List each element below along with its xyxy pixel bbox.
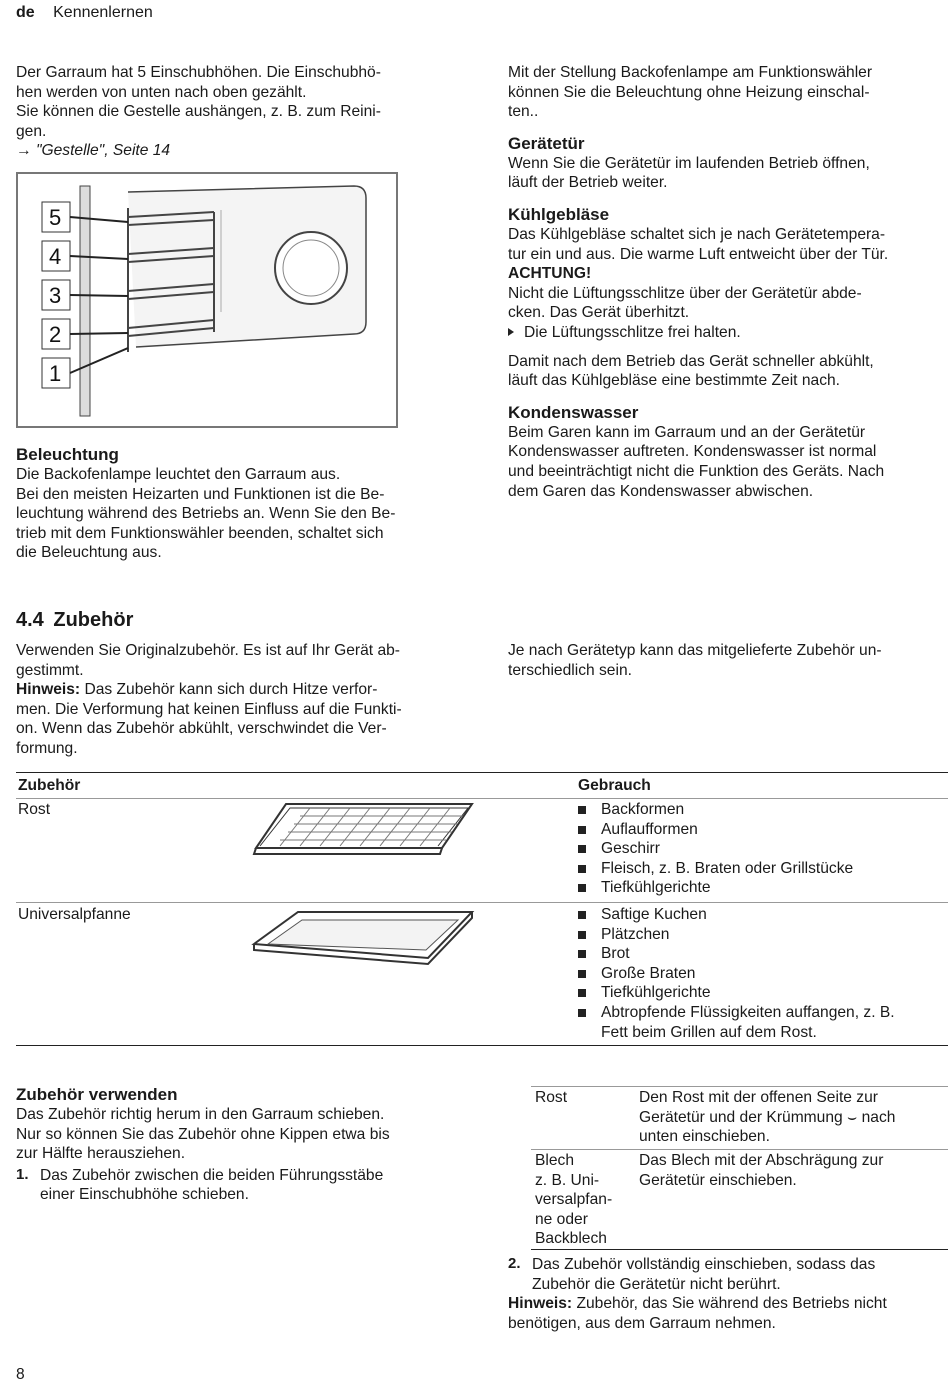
- text-line: läuft das Kühlgebläse eine bestimmte Zeit nach.: [508, 372, 840, 390]
- step-2: [508, 1255, 948, 1294]
- shelf-label-3: 3: [49, 283, 62, 308]
- row-name-rost: Rost: [18, 801, 51, 818]
- text-line: cken. Das Gerät überhitzt.: [508, 304, 690, 322]
- zubehoer-right-text: [508, 641, 948, 680]
- text-line: Das Zubehör vollständig einschieben, sodass das: [532, 1256, 876, 1273]
- shelf-label-1: 1: [49, 361, 62, 386]
- text-line: benötigen, aus dem Garraum nehmen.: [508, 1314, 776, 1332]
- note-label: Hinweis:: [16, 681, 81, 699]
- accessories-table: [16, 772, 948, 1047]
- text-line: und beeinträchtigt nicht die Funktion des Geräts. Nach: [508, 462, 885, 480]
- text-line: tur ein und aus. Die warme Luft entweicht über der Tür.: [508, 245, 889, 263]
- text-line: dem Garen das Kondenswasser abwischen.: [508, 482, 814, 500]
- list-item: Tiefkühlgerichte: [576, 983, 948, 1003]
- list-item: Saftige Kuchen: [576, 905, 948, 925]
- row-name-blech: [535, 1151, 612, 1249]
- text-line: Gerätetür einschieben.: [639, 1171, 797, 1189]
- text-line: Das Zubehör richtig herum in den Garraum schieben.: [16, 1106, 385, 1123]
- list-item: Brot: [576, 944, 948, 964]
- step-number: 1.: [16, 1165, 29, 1183]
- text-line: men. Die Verformung hat keinen Einfluss auf die Funkti-: [16, 700, 402, 718]
- shelf-label-2: 2: [49, 322, 62, 347]
- step-text: Die Lüftungsschlitze frei halten.: [524, 323, 741, 341]
- text-line: ne oder: [535, 1210, 588, 1228]
- text-line: Gerätetür und der Krümmung ⌣ nach: [639, 1108, 896, 1126]
- cross-reference[interactable]: [16, 141, 456, 161]
- warning-label: ACHTUNG!: [508, 265, 592, 283]
- heading-geraetetuer: Gerätetür: [508, 133, 585, 153]
- header-lang: de: [16, 4, 35, 21]
- header-title: Kennenlernen: [53, 4, 153, 21]
- text-line: trieb mit dem Funktionswähler beenden, schaltet sich: [16, 524, 384, 542]
- step-number: 2.: [508, 1255, 521, 1272]
- list-item: Geschirr: [576, 839, 853, 859]
- steps-after-table: [508, 1255, 948, 1333]
- step-item: [508, 323, 948, 343]
- text-line: zur Hälfte herausziehen.: [16, 1145, 186, 1163]
- text-line: leuchtung während des Betriebs an. Wenn Sie den Be-: [16, 505, 396, 523]
- text-line: Die Backofenlampe leuchtet den Garraum aus.: [16, 466, 341, 483]
- row-desc-rost: [639, 1088, 944, 1147]
- list-item: Fleisch, z. B. Braten oder Grillstücke: [576, 859, 853, 879]
- table-header-zubehoer: Zubehör: [18, 777, 81, 794]
- text-line: Nur so können Sie das Zubehör ohne Kippen etwa bis: [16, 1125, 390, 1143]
- reference-link[interactable]: "Gestelle", Seite 14: [35, 142, 171, 160]
- table-header-gebrauch: Gebrauch: [578, 777, 651, 794]
- text-line: ten..: [508, 103, 539, 121]
- section-zubehoer-verwenden: [16, 1085, 456, 1205]
- text-line: Das Zubehör kann sich durch Hitze verfor-: [80, 681, 378, 699]
- text-line: z. B. Uni-: [535, 1171, 600, 1189]
- list-item: Backformen: [576, 800, 853, 820]
- list-item: Auflaufformen: [576, 820, 853, 840]
- text-line: Mit der Stellung Backofenlampe am Funktionswähler: [508, 64, 873, 81]
- text-line: Backblech: [535, 1230, 607, 1248]
- text-line: Das Zubehör zwischen die beiden Führungsstäbe: [40, 1166, 384, 1184]
- text-line: Beim Garen kann im Garraum und an der Gerätetür: [508, 423, 866, 441]
- text-line: hen werden von unten nach oben gezählt.: [16, 83, 307, 101]
- text-line: Zubehör, das Sie während des Betriebs nicht: [572, 1295, 887, 1313]
- text-line: läuft der Betrieb weiter.: [508, 174, 668, 192]
- section-number: 4.4: [16, 609, 44, 631]
- text-line: Kondenswasser auftreten. Kondenswasser ist normal: [508, 443, 877, 461]
- heading-kuehlgeblaese: Kühlgebläse: [508, 204, 610, 224]
- row-name-universalpfanne: Universalpfanne: [18, 906, 131, 923]
- text-line: gen.: [16, 122, 47, 140]
- text-line: on. Wenn das Zubehör abkühlt, verschwindet die Ver-: [16, 720, 387, 738]
- text-line: Das Kühlgebläse schaltet sich je nach Gerätetempera-: [508, 225, 886, 243]
- text-line: Der Garraum hat 5 Einschubhöhen. Die Einschubhö-: [16, 64, 381, 81]
- text-line: Damit nach dem Betrieb das Gerät schneller abkühlt,: [508, 352, 874, 370]
- section-title: Zubehör: [53, 609, 134, 631]
- shelf-label-4: 4: [49, 244, 62, 269]
- heading-zubehoer-verwenden: Zubehör verwenden: [16, 1085, 178, 1104]
- left-intro: [16, 63, 456, 161]
- text-line: Zubehör die Gerätetür nicht berührt.: [532, 1275, 781, 1293]
- uses-list-rost: [576, 800, 853, 898]
- shelf-label-5: 5: [49, 205, 62, 230]
- list-item: Große Braten: [576, 964, 948, 984]
- text-line: Wenn Sie die Gerätetür im laufenden Betrieb öffnen,: [508, 154, 870, 172]
- text-line: terschiedlich sein.: [508, 661, 632, 679]
- text-line: Verwenden Sie Originalzubehör. Es ist auf Ihr Gerät ab-: [16, 642, 400, 659]
- insertion-table: [531, 1086, 948, 1250]
- page-header: [16, 4, 153, 22]
- text-line: formung.: [16, 739, 78, 757]
- oven-shelf-figure: [16, 172, 398, 428]
- list-item: Abtropfende Flüssigkeiten auffangen, z. B. Fett beim Grillen auf dem Rost.: [576, 1003, 948, 1042]
- text-line: Das Blech mit der Abschrägung zur: [639, 1152, 884, 1169]
- row-desc-blech: [639, 1151, 944, 1190]
- section-heading-zubehoer: [16, 609, 133, 632]
- heading-kondenswasser: Kondenswasser: [508, 402, 639, 422]
- oven-illustration: [16, 172, 398, 428]
- text-line: Bei den meisten Heizarten und Funktionen ist die Be-: [16, 485, 385, 503]
- text-line: Sie können die Gestelle aushängen, z. B. zum Reini-: [16, 103, 381, 121]
- page-number: 8: [16, 1366, 25, 1383]
- heading-beleuchtung: Beleuchtung: [16, 445, 119, 464]
- list-item: Plätzchen: [576, 925, 948, 945]
- text-line: gestimmt.: [16, 661, 84, 679]
- text-line: einer Einschubhöhe schieben.: [40, 1186, 249, 1204]
- arrow-right-icon: →: [16, 142, 32, 160]
- baking-pan-icon: [250, 906, 478, 986]
- text-line: Blech: [535, 1152, 575, 1169]
- uses-list-universalpfanne: [576, 905, 948, 1042]
- step-1: [16, 1166, 456, 1205]
- text-line: können Sie die Beleuchtung ohne Heizung einschal-: [508, 83, 870, 101]
- zubehoer-left-text: [16, 641, 456, 759]
- triangle-bullet-icon: [508, 328, 514, 336]
- rack-icon: [250, 800, 478, 880]
- right-column: [508, 63, 948, 501]
- text-line: die Beleuchtung aus.: [16, 544, 162, 562]
- row-name-rost: Rost: [535, 1089, 568, 1106]
- text-line: versalpfan-: [535, 1191, 613, 1209]
- note-label: Hinweis:: [508, 1295, 573, 1313]
- text-line: Den Rost mit der offenen Seite zur: [639, 1089, 878, 1106]
- text-line: Nicht die Lüftungsschlitze über der Gerätetür abde-: [508, 284, 862, 302]
- section-beleuchtung: [16, 445, 456, 563]
- text-line: unten einschieben.: [639, 1128, 770, 1146]
- text-line: Je nach Gerätetyp kann das mitgelieferte Zubehör un-: [508, 642, 882, 659]
- list-item: Tiefkühlgerichte: [576, 878, 853, 898]
